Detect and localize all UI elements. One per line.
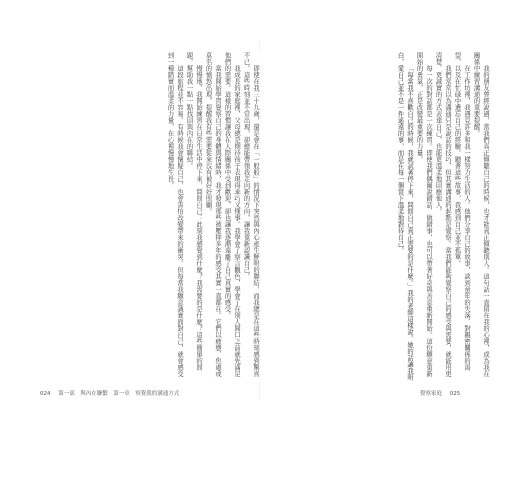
right-page (270, 52, 490, 382)
running-head: 覺察家庭 (420, 391, 443, 397)
paragraph: 每一次的對話都是一次練習。即使我們偶爾說錯話、做錯事，也可以帶著好奇與善意重新開始。這份願意重新開始的勇氣，正是改變最重要的力量。 (415, 52, 432, 377)
quote-paragraph: 「每當我不喜歡自己的時候，我就試著停下來，問問自己真正需要的是什麼。」我的老師這樣說。她的話讓我明白，愛自己並不是一件遙遠的事，而是在每一個當下溫柔地對待自己。 (396, 52, 413, 380)
right-footer (420, 389, 460, 397)
paragraph: 我們常常以為溝通只是說話的技巧，但其實溝通的起點是覺察。當我們能夠覺察自己的感受與需要，就能用更清楚、更誠實的方式表達自己，也能更溫柔地回應他人。 (434, 52, 451, 377)
left-footer (40, 389, 179, 397)
left-page-text (40, 52, 260, 382)
paragraph: 當我開始學習覺察自己的身體與情緒時，我才發現那些被壓抑多年的感受其實一直都在。它們以疲憊、焦慮或莫名的憤怒出現，提醒我有些需要從來沒有被好好照顧。 (204, 52, 221, 377)
paragraph: 在工作坊裡，我遇見許多和我一樣努力生活的人。他們分享自己的故事，談到童年的失落、對親密關係的渴望，以及在忙碌中遺忘自己的經驗。聽著這些故事，我感到自己並不孤單。 (453, 52, 470, 371)
left-page (40, 52, 260, 382)
running-head: 第一部 與內在聯繫 第一章 察覺我的溝通方式 (58, 391, 180, 397)
paragraph: 即使在我三十九歲，還是會在「一般般」的情況下突然與內心產生鮮明的聯結，而我總是在這些時刻感到驚喜不已。這些時刻並不常出現，卻總能帶領我走向新的方向，讓我重新認識自己。 (242, 52, 259, 377)
paragraph: 這段旅程並不容易。有時候我會懷疑自己，也會害怕改變帶來的衝突。但每當我願意誠實面對自己，就會感受到一種踏實而溫柔的力量，在心裡慢慢地生長。 (166, 52, 183, 377)
paragraph: 我成長的家庭裡，父母總是期待孩子表現得乖巧又懂事。我學會了察言觀色，學會了在別人開口之前就先滿足他們的需要。這樣的習慣讓我在人際關係中受到歡迎，卻也讓我逐漸遠離了自己真實的感受。 (223, 52, 240, 377)
right-page-text (270, 52, 490, 382)
paragraph: 慢慢地，我開始練習在日常生活中停下來，問問自己：此刻我感覺到什麼？我需要的是什麼？這些簡單的問題，幫助我一點一點找回與內在的聯結。 (185, 52, 202, 371)
paragraph: 我的朋友曾經說過，當我們真正傾聽自己的時候，也才能真正傾聽別人。這句話一直留在我的心裡，成為我在關係中練習溝通的重要提醒。 (472, 52, 489, 377)
page-number: 024 (40, 391, 51, 397)
page-number: 025 (449, 391, 461, 397)
